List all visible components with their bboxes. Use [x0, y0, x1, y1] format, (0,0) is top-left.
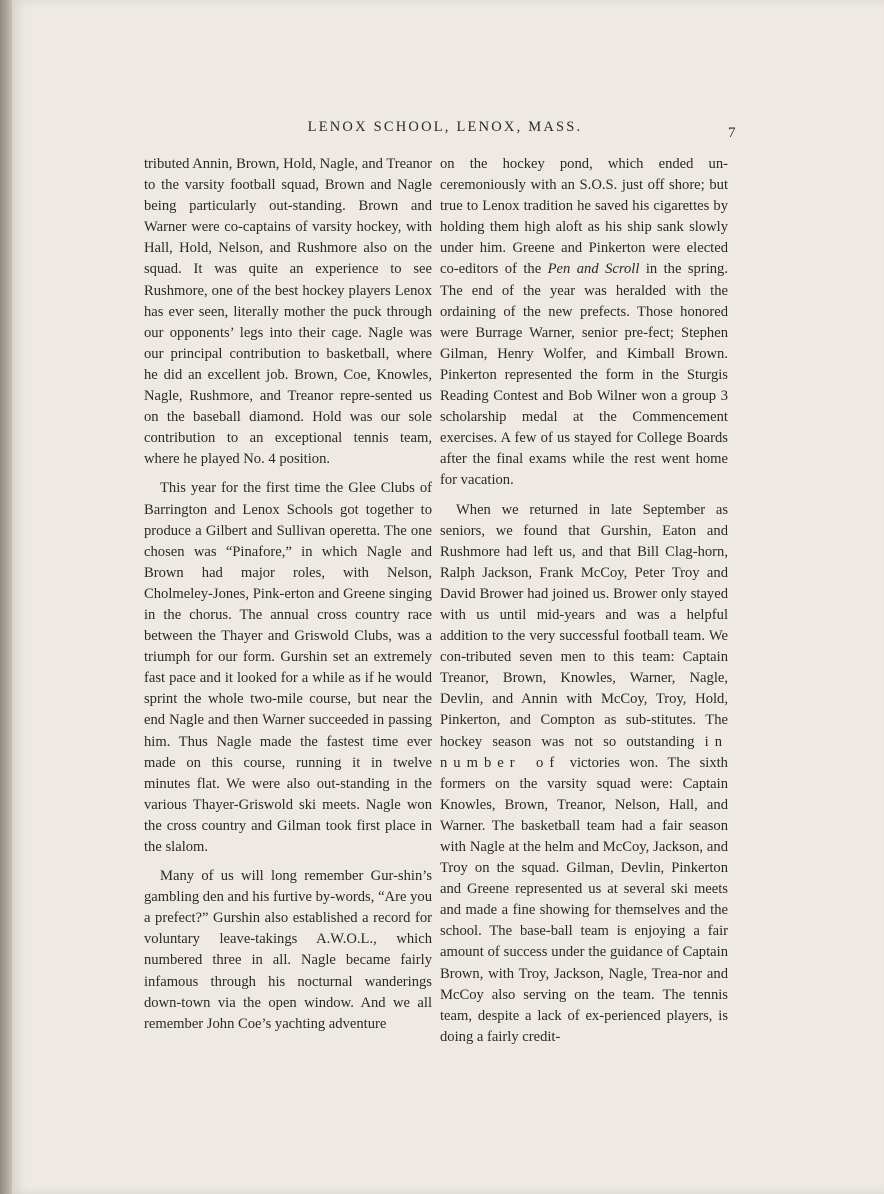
running-head: LENOX SCHOOL, LENOX, MASS. [307, 119, 583, 135]
right-p2-text-a: When we returned in late September as seniors, we found that Gurshin, Eaton and Rushmore had left us, and that Bill Clag-horn, Ralph Jackson, Frank McCoy, Peter Troy and David Brower had joined us. Brower only stayed with us until mid-years and was a helpful addition to the very successful football team. We con-tributed seven men to this team: Captain Treanor, Brown, Knowles, Warner, Nagle, Devlin, and Annin with McCoy, Troy, Hold, Pinkerton, and Compton as sub-stitutes. The hockey season was not so outstanding [440, 501, 728, 750]
right-p1-text-b: in the spring. The end of the year was heralded with the ordaining of the new prefects. Those honored were Burrage Warner, senior pre-fect; Stephen Gilman, Henry Wolfer, and Kimball Brown. Pinkerton represented the form in the Sturgis Reading Contest and Bob Wilner won a group 3 scholarship medal at the Commencement exercises. A few of us stayed for College Boards after the final exams while the rest went home for vacation. [440, 261, 728, 489]
right-paragraph-1 [440, 154, 728, 492]
page-edge-shadow [0, 0, 12, 1194]
page-number: 7 [728, 125, 736, 141]
left-column [144, 154, 432, 1043]
right-p2-text-b: victories won. The sixth formers on the varsity squad were: Captain Knowles, Brown, Treanor, Nelson, Hall, and Warner. The basketball team had a fair season with Nagle at the helm and McCoy, Jackson, and Troy on the squad. Gilman, Devlin, Pinkerton and Greene represented us at several ski meets and made a fine showing for themselves and the school. The base-ball team is enjoying a fair amount of success under the guidance of Captain Brown, with Troy, Jackson, Nagle, Trea-nor and McCoy also serving on the team. The tennis team, despite a lack of ex-perienced players, is doing a fairly credit- [440, 754, 728, 1045]
right-p2-spaced-text: in number of [440, 733, 728, 771]
page-header [12, 119, 884, 143]
right-column [440, 154, 728, 1056]
publication-title: Pen and Scroll [547, 261, 640, 278]
right-p1-text-a: on the hockey pond, which ended un-ceremoniously with an S.O.S. just off shore; but true to Lenox tradition he saved his cigarettes by holding them high aloft as his ship sank slowly under him. Greene and Pinkerton were elected co-editors of the [440, 156, 728, 278]
left-paragraph-1: tributed Annin, Brown, Hold, Nagle, and Treanor to the varsity football squad, Brown and Nagle being particularly out-standing. Brown and Warner were co-captains of varsity hockey, with Hall, Hold, Nelson, and Rushmore also on the squad. It was quite an experience to see Rushmore, one of the best hockey players Lenox has ever seen, literally mother the puck through our opponents’ legs into their cage. Nagle was our principal contribution to basketball, where he did an excellent job. Brown, Coe, Knowles, Nagle, Rushmore, and Treanor repre-sented us on the baseball diamond. Hold was our sole contribution to an exceptional tennis team, where he played No. 4 position. [144, 156, 432, 468]
left-paragraph-2: This year for the first time the Glee Clubs of Barrington and Lenox Schools got together to produce a Gilbert and Sullivan operetta. The one chosen was “Pinafore,” in which Nagle and Brown had major roles, with Nelson, Cholmeley-Jones, Pink-erton and Greene singing in the chorus. The annual cross country race between the Thayer and Griswold Clubs, was a triumph for our form. Gurshin set an extremely fast pace and it looked for a while as if he would sprint the whole two-mile course, but near the end Nagle and then Warner succeeded in passing him. Thus Nagle made the fastest time ever made on this course, running it in twelve minutes flat. We were also out-standing in the various Thayer-Griswold ski meets. Nagle won the cross country and Gilman took first place in the slalom. [144, 480, 432, 855]
book-page [12, 0, 884, 1194]
left-paragraph-3: Many of us will long remember Gur-shin’s gambling den and his furtive by-words, “Are you a prefect?” Gurshin also established a record for voluntary leave-takings A.W.O.L., which numbered three in all. Nagle became fairly infamous through his nocturnal wanderings down-town via the open window. And we all remember John Coe’s yachting adventure [144, 868, 432, 1032]
right-paragraph-2 [440, 500, 728, 1048]
